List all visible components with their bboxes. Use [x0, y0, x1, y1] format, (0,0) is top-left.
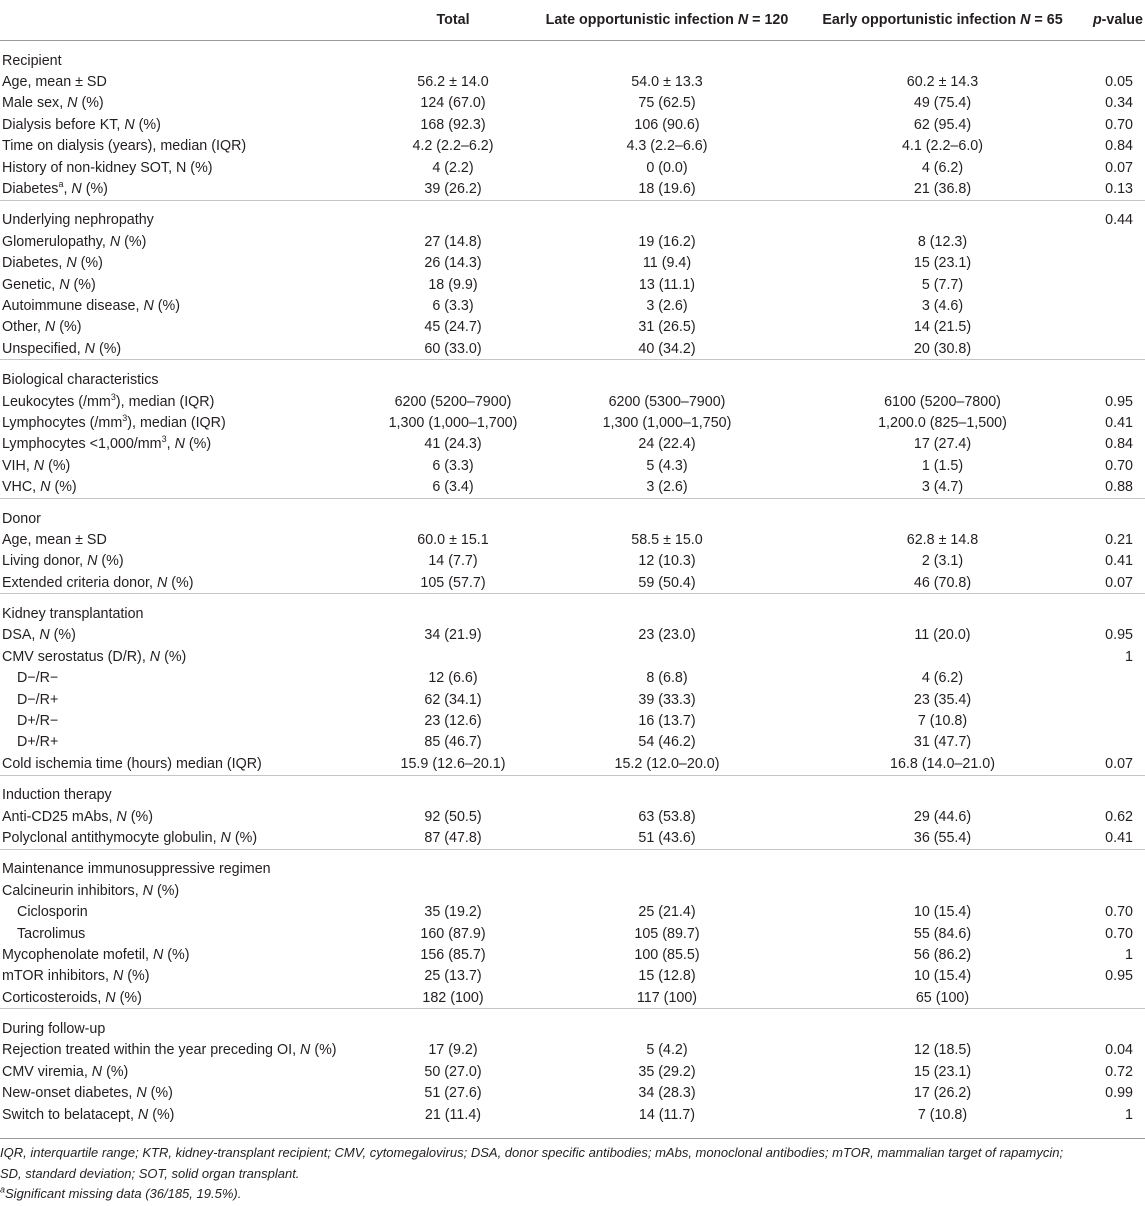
table-row: CMV viremia, N (%) 50 (27.0) 35 (29.2) 15 (23.1) 0.72	[2, 1063, 1133, 1080]
header-empty	[0, 0, 372, 41]
footnote-abbreviations-1: IQR, interquartile range; KTR, kidney-transplant recipient; CMV, cytomegalovirus; DSA, donor specific antibodies; mAbs, monoclonal antibodies; mTOR, mammalian target of rapamycin;	[0, 1145, 1064, 1160]
table-row: Lymphocytes $(/mm^3)$, median (IQR) 1,300 (1,000–1,700) 1,300 (1,000–1,750) 1,200.0 (825–1,500) 0.41	[2, 413, 1133, 431]
table-row: Calcineurin inhibitors, N (%)	[2, 882, 180, 899]
table-row: Male sex, N (%) 124 (67.0) 75 (62.5) 49 (75.4) 0.34	[2, 95, 1133, 112]
header-row	[0, 0, 1145, 41]
table-row: Tacrolimus 160 (87.9) 105 (89.7) 55 (84.6) 0.70	[17, 925, 1133, 942]
section-followup: During follow-up	[0, 1009, 1145, 1040]
table-row: D−/R+ 62 (34.1) 39 (33.3) 23 (35.4)	[17, 691, 972, 708]
header-early: Early opportunistic infection N = 65	[800, 0, 1085, 41]
table-bottom-rule	[0, 1138, 1145, 1139]
section-nephropathy: Underlying nephropathy 0.44	[0, 200, 1145, 231]
table-row: Other, N (%) 45 (24.7) 31 (26.5) 14 (21.5)	[2, 319, 972, 336]
table-row: Corticosteroids, N (%) 182 (100) 117 (100) 65 (100)	[2, 989, 970, 1006]
table-row: D+/R− 23 (12.6) 16 (13.7) 7 (10.8)	[17, 713, 968, 730]
table-row: Switch to belatacept, N (%) 21 (11.4) 14 (11.7) 7 (10.8) 1	[2, 1106, 1133, 1123]
table-row: Autoimmune disease, N (%) 6 (3.3) 3 (2.6) 3 (4.6)	[2, 297, 964, 314]
table-row: Cold ischemia time (hours) median (IQR) 15.9 (12.6–20.1) 15.2 (12.0–20.0) 16.8 (14.0–21.0) 0.07	[2, 755, 1133, 772]
table-row: Time on dialysis (years), median (IQR) 4.2 (2.2–6.2) 4.3 (2.2–6.6) 4.1 (2.2–6.0) 0.84	[2, 138, 1133, 155]
table-row: VHC, N (%) 6 (3.4) 3 (2.6) 3 (4.7) 0.88	[2, 479, 1133, 496]
header-pvalue: p-value	[1085, 0, 1145, 41]
table-row: Diabetes$^a$, N (%) 39 (26.2) 18 (19.6) 21 (36.8) 0.13	[2, 179, 1133, 198]
section-recipient: Recipient	[0, 41, 1145, 72]
table-row: Genetic, N (%) 18 (9.9) 13 (11.1) 5 (7.7)	[2, 276, 964, 293]
table-row: Mycophenolate mofetil, N (%) 156 (85.7) 100 (85.5) 56 (86.2) 1	[2, 946, 1133, 963]
table-row: New-onset diabetes, N (%) 51 (27.6) 34 (28.3) 17 (26.2) 0.99	[2, 1085, 1133, 1102]
section-induction: Induction therapy	[0, 775, 1145, 806]
table-row: Extended criteria donor, N (%) 105 (57.7) 59 (50.4) 46 (70.8) 0.07	[2, 574, 1133, 591]
header-total: Total	[372, 0, 534, 41]
table-row: Lymphocytes $<1,000/mm^3$, N (%) 41 (24.3) 24 (22.4) 17 (27.4) 0.84	[2, 434, 1133, 453]
table-row: VIH, N (%) 6 (3.3) 5 (4.3) 1 (1.5) 0.70	[2, 457, 1133, 474]
section-biological: Biological characteristics	[0, 360, 1145, 391]
table-row: Glomerulopathy, N (%) 27 (14.8) 19 (16.2) 8 (12.3)	[2, 233, 968, 250]
table-row: D−/R− 12 (6.6) 8 (6.8) 4 (6.2)	[17, 670, 964, 687]
table-row: Age, mean ± SD 56.2 ± 14.0 54.0 ± 13.3 60.2 ± 14.3 0.05	[2, 74, 1133, 91]
section-donor: Donor	[0, 498, 1145, 529]
table-row: Rejection treated within the year preceding OI, N (%) 17 (9.2) 5 (4.2) 12 (18.5) 0.04	[2, 1042, 1133, 1059]
table-row: Living donor, N (%) 14 (7.7) 12 (10.3) 2 (3.1) 0.41	[2, 553, 1133, 570]
table-row: Anti-CD25 mAbs, N (%) 92 (50.5) 63 (53.8) 29 (44.6) 0.62	[2, 808, 1133, 825]
table-row: mTOR inhibitors, N (%) 25 (13.7) 15 (12.8) 10 (15.4) 0.95	[2, 968, 1133, 985]
section-kidney-transplantation: Kidney transplantation	[0, 594, 1145, 625]
table-row: Ciclosporin 35 (19.2) 25 (21.4) 10 (15.4) 0.70	[17, 904, 1133, 921]
table-row: Unspecified, N (%) 60 (33.0) 40 (34.2) 20 (30.8)	[2, 340, 972, 357]
table-row: Dialysis before KT, N (%) 168 (92.3) 106 (90.6) 62 (95.4) 0.70	[2, 116, 1133, 133]
section-maintenance: Maintenance immunosuppressive regimen	[0, 849, 1145, 880]
table-row: CMV serostatus (D/R), N (%) 1	[2, 648, 1133, 665]
footnote-abbreviations-2: SD, standard deviation; SOT, solid organ transplant.	[0, 1165, 300, 1181]
table-row: History of non-kidney SOT, N (%) 4 (2.2) 0 (0.0) 4 (6.2) 0.07	[2, 159, 1133, 176]
header-late: Late opportunistic infection N = 120	[534, 0, 800, 41]
table-row: DSA, N (%) 34 (21.9) 23 (23.0) 11 (20.0) 0.95	[2, 627, 1133, 644]
table-row: Leukocytes $(/mm^3)$, median (IQR) 6200 (5200–7900) 6200 (5300–7900) 6100 (5200–7800) 0.95	[2, 391, 1133, 410]
table-row: D+/R+ 85 (46.7) 54 (46.2) 31 (47.7)	[17, 734, 972, 751]
table-row: Diabetes, N (%) 26 (14.3) 11 (9.4) 15 (23.1)	[2, 255, 972, 272]
table-row: Age, mean ± SD 60.0 ± 15.1 58.5 ± 15.0 62.8 ± 14.8 0.21	[2, 531, 1133, 548]
table-row: Polyclonal antithymocyte globulin, N (%) 87 (47.8) 51 (43.6) 36 (55.4) 0.41	[2, 829, 1133, 846]
footnote-missing-data: $^a$Significant missing data (36/185, 19.5%).	[0, 1184, 242, 1201]
table-footnote	[0, 1143, 1140, 1205]
